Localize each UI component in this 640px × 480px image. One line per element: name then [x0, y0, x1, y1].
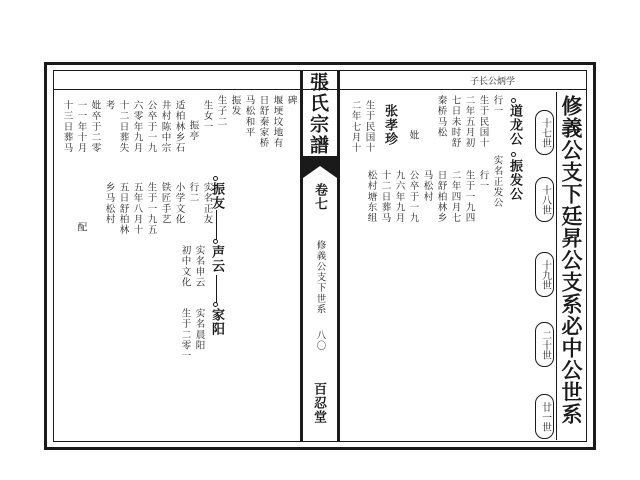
spine-rule-right — [337, 70, 340, 442]
node-dot — [213, 302, 218, 307]
bio-line: 日舒秦家桥 — [257, 95, 269, 149]
spine-hall: 百忍堂 — [311, 382, 326, 424]
bio-line: 五年八月十 — [131, 182, 143, 236]
node-dot — [213, 176, 218, 181]
connector-line — [216, 275, 217, 303]
bio-line: 实名正友 — [201, 182, 213, 225]
bio-line: 适柏林乡石 — [173, 100, 185, 154]
bio-line: 马松和平 — [243, 95, 255, 138]
bio-line: 实名申云 — [193, 245, 205, 288]
bio-line: 松村塘东组 — [365, 170, 377, 224]
bio-line: 妣卒于二零 — [89, 100, 101, 154]
spine-section: 修義公支下世系 — [314, 240, 326, 315]
bio-line: 铁匠手艺 — [159, 182, 171, 225]
spine-rule-left — [300, 70, 303, 442]
bio-line: 实名晨阳 — [193, 308, 205, 351]
bio-line: 生于民国十 — [363, 100, 375, 154]
person-name-zhang: 张孝珍 — [382, 104, 397, 146]
header-text: 子长公炳学 — [470, 77, 516, 87]
bio-line: 公卒于一九 — [145, 100, 157, 154]
person-name-shengyun: 声云 — [209, 245, 224, 273]
bio-line: 一一年十月 — [75, 100, 87, 154]
spouse-mark: 妣 — [407, 130, 419, 141]
bio-line: 生子二 — [215, 95, 227, 128]
spine-title: 張氏宗譜 — [307, 72, 329, 156]
bio-line: 十二日葬马 — [379, 170, 391, 224]
spine-page: 八〇 — [314, 330, 326, 352]
bio-line: 行一 — [491, 95, 503, 117]
bio-line: 行二 — [187, 182, 199, 204]
bio-line: 秦桥马松 — [435, 95, 447, 138]
bio-line: 五日舒柏林 — [117, 182, 129, 236]
generation-marker-20: 二十世 — [535, 322, 554, 367]
bio-line: 井村陈中宗 — [159, 100, 171, 154]
fishtail-mark — [303, 156, 337, 178]
bio-line: 考 — [103, 100, 115, 111]
person-name-daolong: 道龙公 — [507, 104, 522, 146]
node-dot — [511, 98, 516, 103]
bio-line: 生于一九五 — [145, 182, 157, 236]
bio-line: 小学文化 — [173, 182, 185, 225]
bio-line: 日舒柏林乡 — [435, 170, 447, 224]
bio-line: 生于民国十 — [477, 95, 489, 149]
node-dot — [213, 239, 218, 244]
node-dot — [511, 152, 516, 157]
bio-line: 二年七月十 — [349, 100, 361, 154]
generation-marker-17: 十七世 — [535, 110, 554, 155]
bio-line: 生于二零一 — [179, 308, 191, 362]
bio-line: 六零年九月 — [131, 100, 143, 154]
generation-marker-18: 十八世 — [535, 177, 554, 222]
bio-line: 乡马松村 — [103, 182, 115, 225]
bio-line: 十三日葬马 — [61, 100, 73, 154]
bio-line: 初中文化 — [179, 245, 191, 288]
bio-line: 七日未时舒 — [449, 95, 461, 149]
bio-line: 生女一 — [201, 100, 213, 133]
connector-line — [216, 210, 217, 240]
bio-line: 公卒于一九 — [407, 170, 419, 224]
lineage-title: 修義公支下廷昇公支系必中公世系 — [559, 95, 584, 425]
spouse-mark: 配 — [75, 222, 87, 233]
bio-line: 实名正发公 — [491, 155, 503, 209]
bio-line: 行一 — [477, 170, 489, 192]
bio-line: 九六年九月 — [393, 170, 405, 224]
bio-line: 马松村 — [421, 170, 433, 203]
person-name-zhenyou: 振友 — [209, 182, 224, 210]
bio-line: 碑 — [285, 95, 297, 106]
bio-line: 振亭 — [187, 120, 199, 142]
person-name-jiayang: 家阳 — [209, 308, 224, 336]
bio-line: 二年五月初 — [463, 95, 475, 149]
bio-line: 堰埂坟地有 — [271, 95, 283, 149]
generation-marker-19: 十九世 — [535, 252, 554, 297]
title-divider — [556, 92, 557, 440]
spine-volume: 卷七 — [312, 183, 327, 211]
bio-line: 十二日葬失 — [117, 100, 129, 154]
bio-line: 二年四月七 — [449, 170, 461, 224]
generation-marker-21: 廿一世 — [535, 394, 554, 439]
person-name-zhenfa: 振发公 — [507, 159, 522, 201]
bio-line: 生于一九四 — [463, 170, 475, 224]
bio-line: 振发 — [229, 95, 241, 117]
